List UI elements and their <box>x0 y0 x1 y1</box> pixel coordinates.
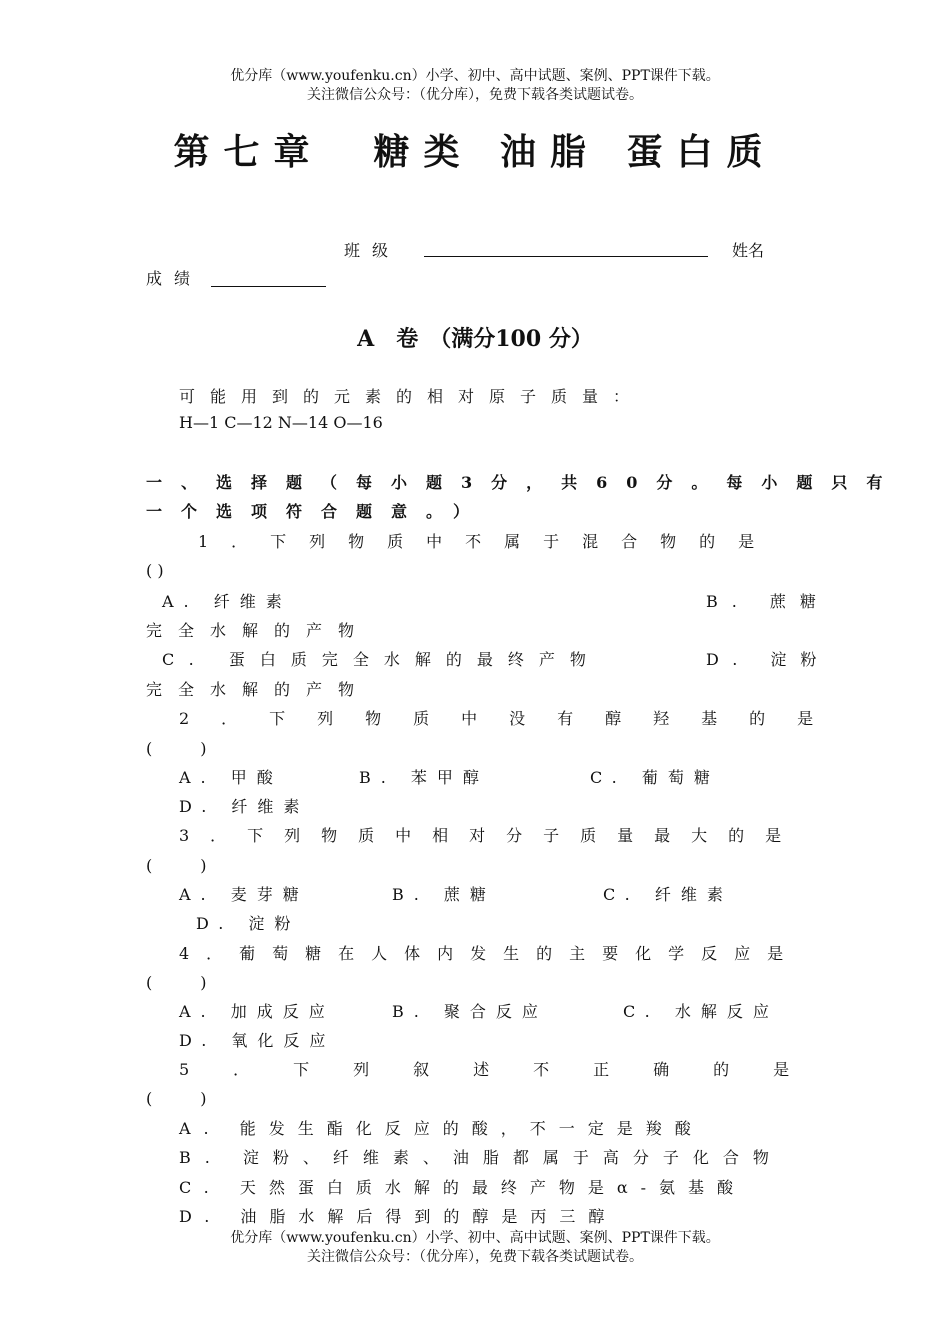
q1-option-c: C. 蛋白质完全水解的最终产物 <box>162 650 601 669</box>
q2-paren: ( ) <box>146 739 207 758</box>
part1-heading-line2: 一个选项符合题意。） <box>146 502 489 521</box>
q2-option-b: B. 苯甲醇 <box>359 768 489 787</box>
q5-option-c: C. 天然蛋白质水解的最终产物是α-氨基酸 <box>179 1178 747 1197</box>
section-title: A 卷 （满分100 分） <box>357 326 593 352</box>
q3-option-a: A. 麦芽糖 <box>179 885 309 904</box>
footer-line-2: 关注微信公众号：（优分库），免费下载各类试题试卷。 <box>307 1249 643 1265</box>
q3-option-d: D. 淀粉 <box>196 914 301 933</box>
q1-option-d: D. 淀粉 <box>706 650 831 669</box>
part1-heading-line1: 一、选择题（每小题3分，共60分。每小题只有 <box>146 473 902 492</box>
q3-paren: ( ) <box>146 856 207 875</box>
page-title: 第七章 糖类 油脂 蛋白质 <box>173 131 777 173</box>
q2-option-d: D. 纤维素 <box>179 797 310 816</box>
q3-stem: 3．下列物质中相对分子质量最大的是 <box>179 826 803 845</box>
q1-option-d-cont: 完全水解的产物 <box>146 680 371 699</box>
score-blank[interactable] <box>211 266 326 287</box>
name-label: 姓名 <box>732 241 765 260</box>
atomic-mass-label: 可能用到的元素的相对原子质量： <box>179 387 645 406</box>
atomic-mass-values: H—1 C—12 N—14 O—16 <box>179 413 383 432</box>
q2-stem: 2．下列物质中没有醇羟基的是 <box>179 709 846 728</box>
q2-option-a: A. 甲酸 <box>179 768 283 787</box>
q1-option-b-cont: 完全水解的产物 <box>146 621 371 640</box>
footer-line-1: 优分库（www.youfenku.cn）小学、初中、高中试题、案例、PPT课件下载。 <box>230 1230 720 1246</box>
q3-option-b: B. 蔗糖 <box>392 885 496 904</box>
q5-stem: 5．下列叙述不正确的是 <box>179 1060 834 1079</box>
q4-option-a: A. 加成反应 <box>179 1002 335 1021</box>
header-line-2: 关注微信公众号：（优分库），免费下载各类试题试卷。 <box>307 87 643 103</box>
q1-option-a: A. 纤维素 <box>162 592 292 611</box>
q4-paren: ( ) <box>146 973 207 992</box>
q4-stem: 4．葡萄糖在人体内发生的主要化学反应是 <box>179 944 801 963</box>
q4-option-b: B. 聚合反应 <box>392 1002 548 1021</box>
q5-option-a: A. 能发生酯化反应的酸，不一定是羧酸 <box>179 1119 704 1138</box>
q1-paren: ( ) <box>146 561 164 580</box>
q4-option-d: D. 氧化反应 <box>179 1031 336 1050</box>
class-label: 班级 <box>344 241 401 260</box>
q5-paren: ( ) <box>146 1089 207 1108</box>
q2-option-c: C. 葡萄糖 <box>590 768 720 787</box>
q3-option-c: C. 纤维素 <box>603 885 733 904</box>
score-label: 成绩 <box>146 269 203 288</box>
q1-option-b: B. 蔗糖 <box>706 592 830 611</box>
header-line-1: 优分库（www.youfenku.cn）小学、初中、高中试题、案例、PPT课件下载。 <box>230 68 720 84</box>
q5-option-d: D. 油脂水解后得到的醇是丙三醇 <box>179 1207 618 1226</box>
q4-option-c: C. 水解反应 <box>623 1002 779 1021</box>
q5-option-b: B. 淀粉、纤维素、油脂都属于高分子化合物 <box>179 1148 783 1167</box>
q1-stem: 1．下列物质中不属于混合物的是 <box>198 532 778 551</box>
class-blank[interactable] <box>424 236 708 257</box>
